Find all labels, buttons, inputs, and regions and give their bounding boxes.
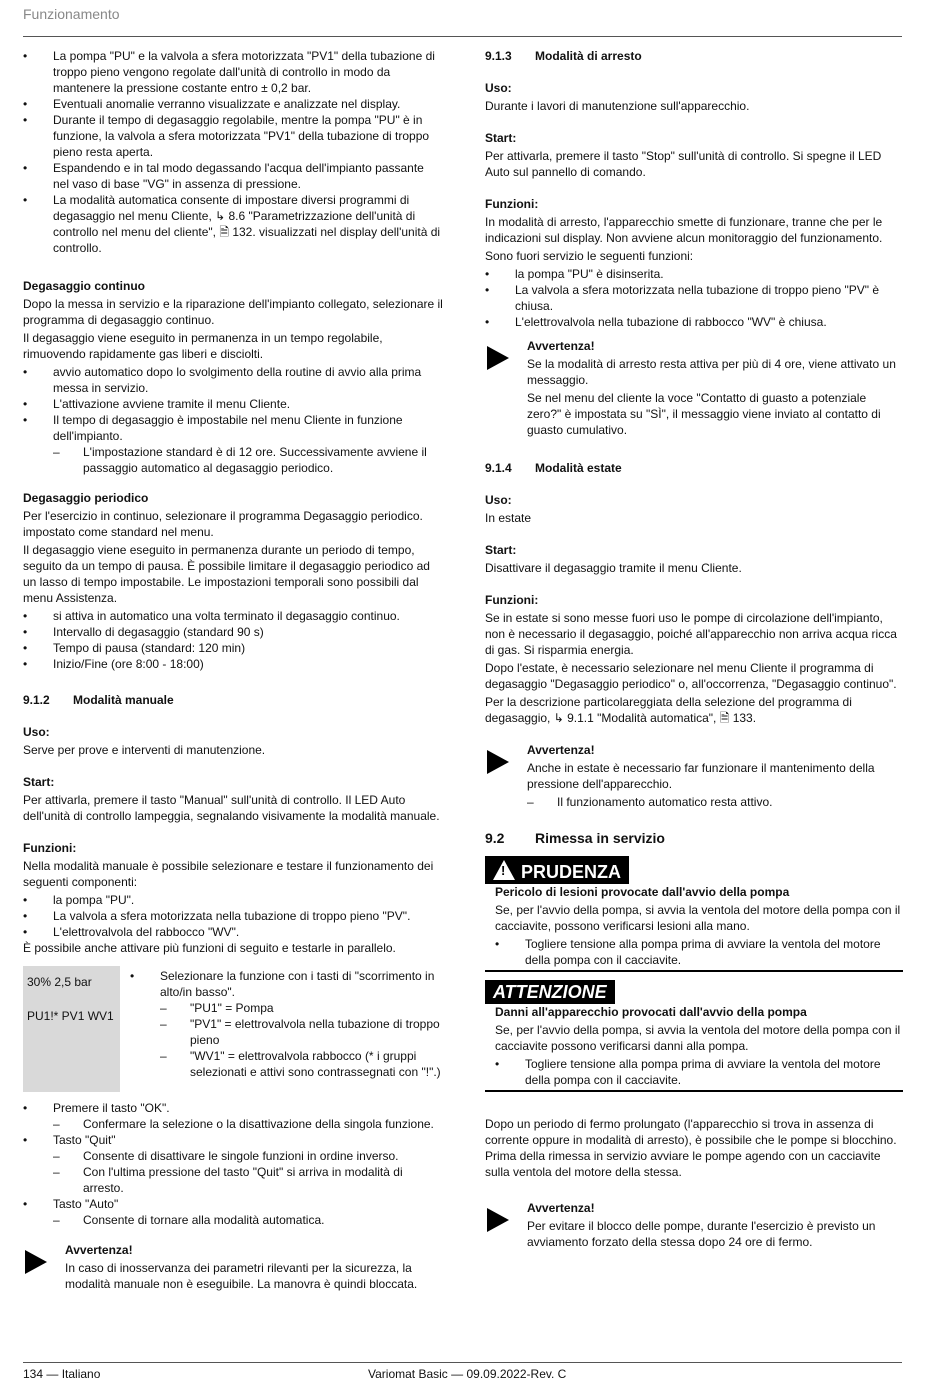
dash-item: – Confermare la selezione o la disattivazione della singola funzione. (53, 1116, 443, 1132)
list-item-text: Tasto "Quit" (53, 1133, 116, 1147)
section-heading-9-1-4 (485, 460, 903, 476)
note-text: Se nel menu del cliente la voce "Contatto di guasto a potenziale zero?" è impostata su "SÌ", il messaggio viene inviato al contatto di guasto cumulativo. (527, 391, 881, 437)
prudenza-body (485, 884, 903, 972)
note-box (485, 742, 903, 810)
note-box (485, 338, 903, 438)
section-number: 9.1.2 (23, 693, 50, 707)
list-item: • Espandendo e in tal modo degassando l'acqua dell'impianto passante nel vaso di base "VG" in assenza di pressione. (23, 160, 443, 192)
paragraph: Dopo un periodo di fermo prolungato (l'apparecchio si trova in assenza di corrente oppure in modalità di arresto), è possibile che le pompe si blocchino. Prima della rimessa in servizio avviare le pompe agendo con un cacciavite sulla ventola del motore della stessa. (485, 1117, 897, 1179)
paragraph: Per attivarla, premere il tasto "Manual" sull'unità di controllo. Il LED Auto dell'unità di controllo lampeggia, segnalando visivamente la modalità manuale. (23, 793, 440, 823)
list-item: • Togliere tensione alla pompa prima di avviare la ventola del motore della pompa con il cacciavite. (495, 936, 903, 968)
note-title: Avvertenza! (527, 339, 595, 353)
warning-triangle-icon: ! (493, 860, 515, 880)
paragraph: In estate (485, 511, 532, 525)
panel-bullet-list (130, 968, 443, 1080)
note-text: In caso di inosservanza dei parametri rilevanti per la sicurezza, la modalità manuale non è eseguibile. La manovra è quindi bloccata. (65, 1261, 418, 1291)
section-heading-9-1-3 (485, 48, 903, 64)
attenzione-label-box (485, 980, 615, 1004)
list-item (23, 1132, 443, 1196)
paragraph: In modalità di arresto, l'apparecchio smette di funzionare, tranne che per le indicazioni sul display. Non avviene alcun monitoraggio del funzionamento. (485, 215, 883, 245)
uso-label: Uso: (485, 81, 512, 95)
section-title: Modalità di arresto (535, 49, 642, 63)
warning-text: Se, per l'avvio della pompa, si avvia la ventola del motore della pompa con il cacciavite possono verificarsi danni alla pompa. (495, 1023, 901, 1053)
arrow-icon (25, 1250, 47, 1274)
dash-list (53, 1148, 443, 1196)
list-item: • avvio automatico dopo lo svolgimento della routine di avvio alla prima messa in servizio. (23, 364, 443, 396)
prudenza-label: PRUDENZA (521, 862, 622, 882)
uso-label: Uso: (485, 493, 512, 507)
list-item: • Inizio/Fine (ore 8:00 - 18:00) (23, 656, 443, 672)
intro-bullet-list (23, 48, 443, 256)
list-item: • la pompa "PU". (23, 892, 443, 908)
section-heading-9-1-2 (23, 692, 443, 708)
list-item: • Tempo di pausa (standard: 120 min) (23, 640, 443, 656)
display-line-1: 30% 2,5 bar (27, 975, 92, 989)
list-item: • La pompa "PU" e la valvola a sfera motorizzata "PV1" della tubazione di troppo pieno vengono regolate dall'unità di controllo in modo da mantenere la pressione costante entro ± 0,2 bar. (23, 48, 443, 96)
list-item: • la pompa "PU" è disinserita. (485, 266, 903, 282)
funzioni-label: Funzioni: (23, 841, 77, 855)
dash-item: – Il funzionamento automatico resta attivo. (527, 794, 903, 810)
dash-list (527, 794, 903, 810)
start-label: Start: (485, 131, 517, 145)
warning-bullet-list (495, 1056, 903, 1088)
list-item: • L'attivazione avviene tramite il menu Cliente. (23, 396, 443, 412)
paragraph: Se in estate si sono messe fuori uso le pompe di circolazione dell'impianto, non è necessario il degasaggio, poiché all'apparecchio non arriva acqua ricca di gas. Si risparmia energia. (485, 611, 897, 657)
paragraph: Serve per prove e interventi di manutenzione. (23, 743, 266, 757)
warning-title: Pericolo di lesioni provocate dall'avvio della pompa (495, 885, 790, 899)
list-item-text: Selezionare la funzione con i tasti di "scorrimento in alto/in basso". (160, 969, 435, 999)
warning-bullet-list (495, 936, 903, 968)
warning-text: Se, per l'avvio della pompa, si avvia la ventola del motore della pompa con il cacciavite, possono verificarsi lesioni alla mano. (495, 903, 901, 933)
dash-item: – Consente di disattivare le singole funzioni in ordine inverso. (53, 1148, 443, 1164)
list-item (23, 1100, 443, 1132)
section-number: 9.1.3 (485, 49, 512, 63)
dash-item: – Con l'ultima pressione del tasto "Quit" si arriva in modalità di arresto. (53, 1164, 443, 1196)
start-label: Start: (485, 543, 517, 557)
section-number: 9.2 (485, 830, 505, 846)
display-description (120, 966, 443, 1092)
list-item: • L'elettrovalvola del rabbocco "WV". (23, 924, 443, 940)
attenzione-warning (485, 980, 903, 1092)
note-text: Se la modalità di arresto resta attiva per più di 4 ore, viene attivato un messaggio. (527, 357, 896, 387)
header-divider (23, 36, 902, 37)
dash-list (160, 1000, 443, 1080)
paragraph: Il degasaggio viene eseguito in permanenza durante un periodo di tempo, seguito da un tempo di pausa. È possibile limitare il degasaggio periodico ad un lasso di tempo impostabile. Le impostazioni temporali sono possibili dal menu Assistenza. (23, 543, 430, 605)
start-label: Start: (23, 775, 55, 789)
section-title: Modalità estate (535, 461, 622, 475)
display-line-2: PU1!* PV1 WV1 (27, 1009, 114, 1023)
warning-title: Danni all'apparecchio provocati dall'avvio della pompa (495, 1005, 807, 1019)
dash-item: – "WV1" = elettrovalvola rabbocco (* i gruppi selezionati e attivi sono contrassegnati con "!".) (160, 1048, 443, 1080)
list-item: • Eventuali anomalie verranno visualizzate e analizzate nel display. (23, 96, 443, 112)
note-title: Avvertenza! (527, 743, 595, 757)
list-item: • La valvola a sfera motorizzata nella tubazione di troppo pieno "PV". (23, 908, 443, 924)
display-panel (23, 966, 443, 1092)
uso-label: Uso: (23, 725, 50, 739)
paragraph: Per attivarla, premere il tasto "Stop" sull'unità di controllo. Si spegne il LED Auto sul pannello di comando. (485, 149, 882, 179)
funzioni-label: Funzioni: (485, 197, 539, 211)
dash-item: – L'impostazione standard è di 12 ore. Successivamente avviene il passaggio automatico al degasaggio periodico. (53, 444, 443, 476)
dash-list (53, 1116, 443, 1132)
paragraph: Disattivare il degasaggio tramite il menu Cliente. (485, 561, 742, 575)
list-item: • Intervallo di degasaggio (standard 90 s) (23, 624, 443, 640)
section-title: Modalità manuale (73, 693, 174, 707)
dash-item: – Consente di tornare alla modalità automatica. (53, 1212, 443, 1228)
arrow-icon (487, 1208, 509, 1232)
dash-item: – "PU1" = Pompa (160, 1000, 443, 1016)
prudenza-warning (485, 856, 903, 972)
keys-bullet-list (23, 1100, 443, 1228)
list-item (130, 968, 443, 1080)
footer-document-info: Variomat Basic — 09.09.2022-Rev. C (368, 1367, 567, 1381)
components-bullet-list (23, 892, 443, 940)
arresto-bullet-list (485, 266, 903, 330)
dash-list (53, 1212, 443, 1228)
paragraph: Il degasaggio viene eseguito in permanenza in un tempo regolabile, rimuovendo rapidamente gas liberi e disciolti. (23, 331, 383, 361)
note-box (23, 1242, 443, 1292)
dash-item: – "PV1" = elettrovalvola nella tubazione di troppo pieno (160, 1016, 443, 1048)
list-item (23, 412, 443, 476)
section-number: 9.1.4 (485, 461, 512, 475)
note-text: Anche in estate è necessario far funzionare il mantenimento della pressione dell'apparecchio. (527, 761, 875, 791)
arrow-icon (487, 750, 509, 774)
paragraph: Per la descrizione particolareggiata della selezione del programma di degasaggio, ↳ 9.1.1 "Modalità automatica", 🗎 133. (485, 695, 852, 725)
paragraph: Durante i lavori di manutenzione sull'apparecchio. (485, 99, 750, 113)
note-box (485, 1200, 903, 1250)
paragraph: Nella modalità manuale è possibile selezionare e testare il funzionamento dei seguenti componenti: (23, 859, 434, 889)
paragraph: Sono fuori servizio le seguenti funzioni: (485, 249, 694, 263)
left-column (23, 48, 443, 1294)
list-item: • La modalità automatica consente di impostare diversi programmi di degasaggio nel menu Cliente, ↳ 8.6 "Parametrizzazione dell'unità di controllo nel menu del cliente", 🗎 132. visualizzati nel display dell'unità di controllo. (23, 192, 443, 256)
display-screen (23, 966, 120, 1092)
list-item: • si attiva in automatico una volta terminato il degasaggio continuo. (23, 608, 443, 624)
page-header-title: Funzionamento (23, 6, 120, 22)
dash-list (53, 444, 443, 476)
prudenza-label-box (485, 856, 629, 884)
funzioni-label: Funzioni: (485, 593, 539, 607)
right-column (485, 48, 903, 1252)
note-text: Per evitare il blocco delle pompe, durante l'esercizio è previsto un avviamento forzato della stessa dopo 24 ore di fermo. (527, 1219, 876, 1249)
continuo-heading: Degasaggio continuo (23, 279, 146, 293)
list-item-text: Tasto "Auto" (53, 1197, 119, 1211)
list-item-text: Il tempo di degasaggio è impostabile nel menu Cliente in funzione dell'impianto. (53, 413, 403, 443)
continuo-bullet-list (23, 364, 443, 476)
arrow-icon (487, 346, 509, 370)
list-item: • Togliere tensione alla pompa prima di avviare la ventola del motore della pompa con il cacciavite. (495, 1056, 903, 1088)
footer-page-number: 134 — Italiano (23, 1367, 101, 1381)
list-item-text: Premere il tasto "OK". (53, 1101, 170, 1115)
section-heading-9-2 (485, 830, 903, 846)
list-item (23, 1196, 443, 1228)
attenzione-label: ATTENZIONE (493, 982, 607, 1002)
periodico-bullet-list (23, 608, 443, 672)
paragraph: Dopo la messa in servizio e la riparazione dell'impianto collegato, selezionare il programma di degasaggio continuo. (23, 297, 443, 327)
list-item: • La valvola a sfera motorizzata nella tubazione di troppo pieno "PV" è chiusa. (485, 282, 903, 314)
list-item: • L'elettrovalvola nella tubazione di rabbocco "WV" è chiusa. (485, 314, 903, 330)
periodico-heading: Degasaggio periodico (23, 491, 149, 505)
footer-divider (23, 1362, 902, 1363)
paragraph: Per l'esercizio in continuo, selezionare il programma Degasaggio periodico. impostato come standard nel menu. (23, 509, 423, 539)
list-item: • Durante il tempo di degasaggio regolabile, mentre la pompa "PU" è in funzione, la valvola a sfera motorizzata "PV1" della tubazione di troppo pieno resta aperta. (23, 112, 443, 160)
paragraph: Dopo l'estate, è necessario selezionare nel menu Cliente il programma di degasaggio "Degasaggio periodico" o, all'occorrenza, "Degasaggio continuo". (485, 661, 897, 691)
paragraph: È possibile anche attivare più funzioni di seguito e testarle in parallelo. (23, 941, 396, 955)
section-title: Rimessa in servizio (535, 830, 665, 846)
note-title: Avvertenza! (65, 1243, 133, 1257)
attenzione-body (485, 1004, 903, 1092)
note-title: Avvertenza! (527, 1201, 595, 1215)
